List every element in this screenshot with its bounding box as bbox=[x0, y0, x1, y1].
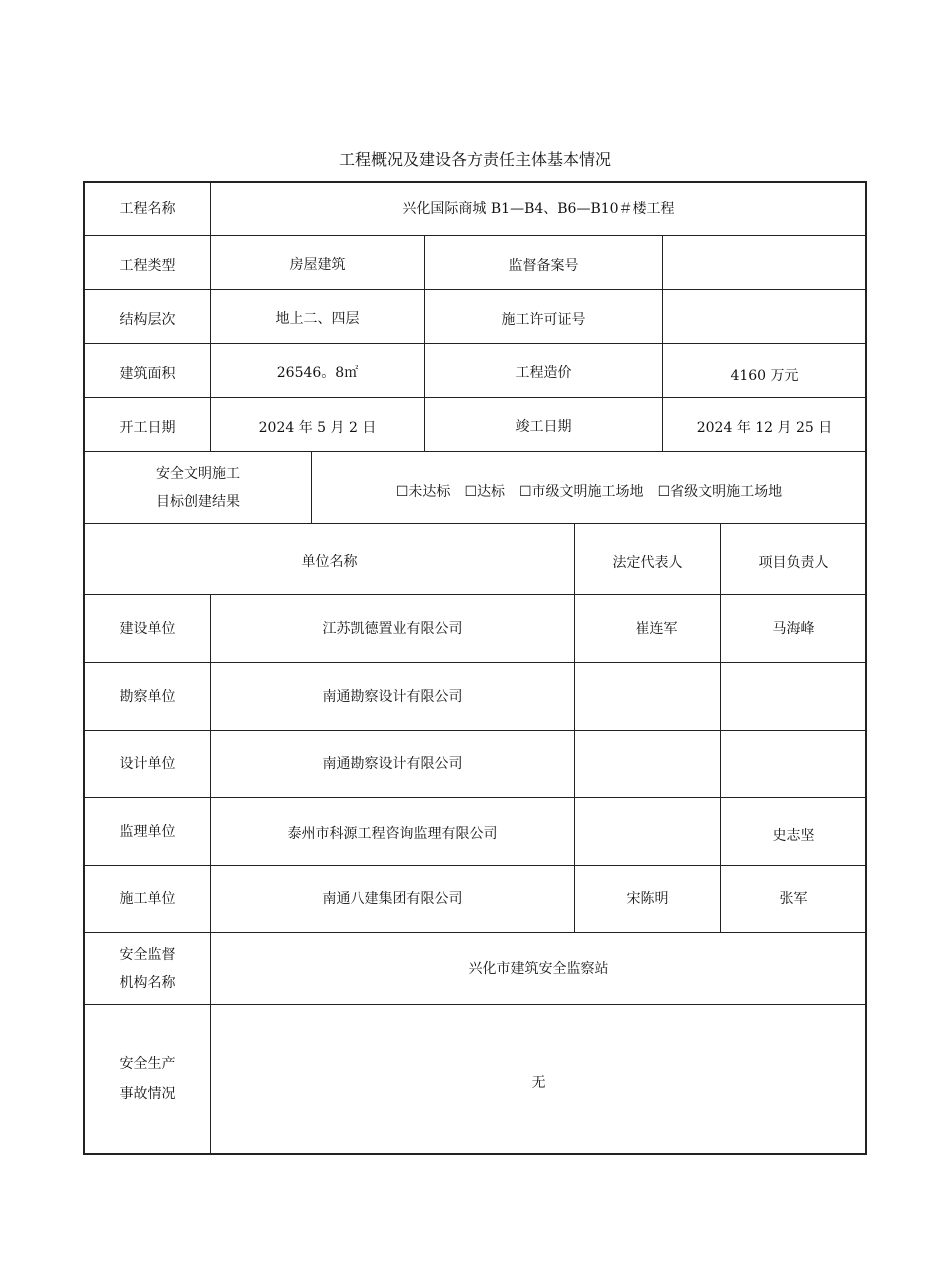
cost-value: 4160 万元 bbox=[730, 368, 799, 384]
safety-goal-options bbox=[312, 456, 866, 527]
supervisor-label-line2: 机构名称 bbox=[119, 974, 176, 991]
area-label: 建筑面积 bbox=[119, 366, 176, 382]
unit-project-lead: 张军 bbox=[779, 891, 808, 907]
option-city-level[interactable]: ☐市级文明施工场地 bbox=[519, 483, 644, 500]
option-province-level[interactable]: ☐省级文明施工场地 bbox=[657, 483, 783, 500]
start-date-value: 2024 年 5 月 2 日 bbox=[258, 420, 377, 436]
structure-value: 地上二、四层 bbox=[275, 311, 360, 327]
accident-label-line2: 事故情况 bbox=[119, 1086, 176, 1102]
unit-legal-rep bbox=[575, 663, 720, 730]
unit-role: 勘察单位 bbox=[119, 688, 176, 705]
project-name-value: 兴化国际商城 B1—B4、B6—B10＃楼工程 bbox=[402, 201, 675, 217]
unit-legal-rep bbox=[575, 798, 720, 865]
option-not-met[interactable]: ☐未达标 bbox=[395, 483, 451, 500]
accident-label-line1: 安全生产 bbox=[119, 1056, 176, 1072]
unit-project-lead: 马海峰 bbox=[772, 620, 815, 637]
supervision-no-label: 监督备案号 bbox=[508, 258, 579, 274]
unit-name: 泰州市科源工程咨询监理有限公司 bbox=[287, 826, 498, 842]
cost-label: 工程造价 bbox=[515, 365, 572, 381]
unit-role: 施工单位 bbox=[119, 891, 176, 907]
unit-legal-rep: 崔连军 bbox=[635, 620, 678, 637]
project-type-value: 房屋建筑 bbox=[289, 257, 346, 273]
unit-project-lead bbox=[721, 663, 866, 730]
unit-role: 建设单位 bbox=[119, 620, 176, 637]
structure-label: 结构层次 bbox=[119, 312, 176, 328]
end-date-value: 2024 年 12 月 25 日 bbox=[696, 420, 833, 436]
unit-legal-rep bbox=[575, 731, 720, 797]
permit-label: 施工许可证号 bbox=[501, 312, 586, 328]
unit-legal-rep: 宋陈明 bbox=[626, 891, 669, 907]
project-lead-header: 项目负责人 bbox=[758, 555, 829, 571]
unit-name: 江苏凯德置业有限公司 bbox=[322, 620, 463, 637]
accident-value: 无 bbox=[531, 1075, 546, 1091]
unit-name: 南通八建集团有限公司 bbox=[322, 891, 463, 907]
supervisor-label bbox=[85, 933, 210, 1004]
project-name-label: 工程名称 bbox=[119, 201, 176, 217]
legal-rep-header: 法定代表人 bbox=[612, 555, 683, 571]
page-title: 工程概况及建设各方责任主体基本情况 bbox=[338, 150, 611, 169]
permit-value bbox=[663, 290, 866, 343]
supervisor-label-line1: 安全监督 bbox=[119, 946, 176, 963]
end-date-label: 竣工日期 bbox=[515, 419, 572, 435]
supervisor-value: 兴化市建筑安全监察站 bbox=[468, 960, 609, 977]
area-value: 26546。8㎡ bbox=[276, 365, 359, 381]
safety-goal-label bbox=[85, 452, 311, 523]
unit-project-lead: 史志坚 bbox=[772, 827, 815, 844]
unit-name: 南通勘察设计有限公司 bbox=[322, 688, 463, 705]
safety-goal-label-line1: 安全文明施工 bbox=[156, 465, 240, 482]
unit-name-header: 单位名称 bbox=[301, 554, 358, 570]
safety-goal-label-line2: 目标创建结果 bbox=[156, 493, 240, 510]
unit-role: 监理单位 bbox=[119, 823, 176, 840]
option-met[interactable]: ☐达标 bbox=[464, 483, 505, 500]
unit-project-lead bbox=[721, 731, 866, 797]
project-type-label: 工程类型 bbox=[119, 258, 176, 274]
start-date-label: 开工日期 bbox=[119, 420, 176, 436]
unit-name: 南通勘察设计有限公司 bbox=[322, 756, 463, 772]
accident-label bbox=[85, 1005, 210, 1153]
supervision-no-value bbox=[663, 236, 866, 289]
unit-role: 设计单位 bbox=[119, 756, 176, 772]
